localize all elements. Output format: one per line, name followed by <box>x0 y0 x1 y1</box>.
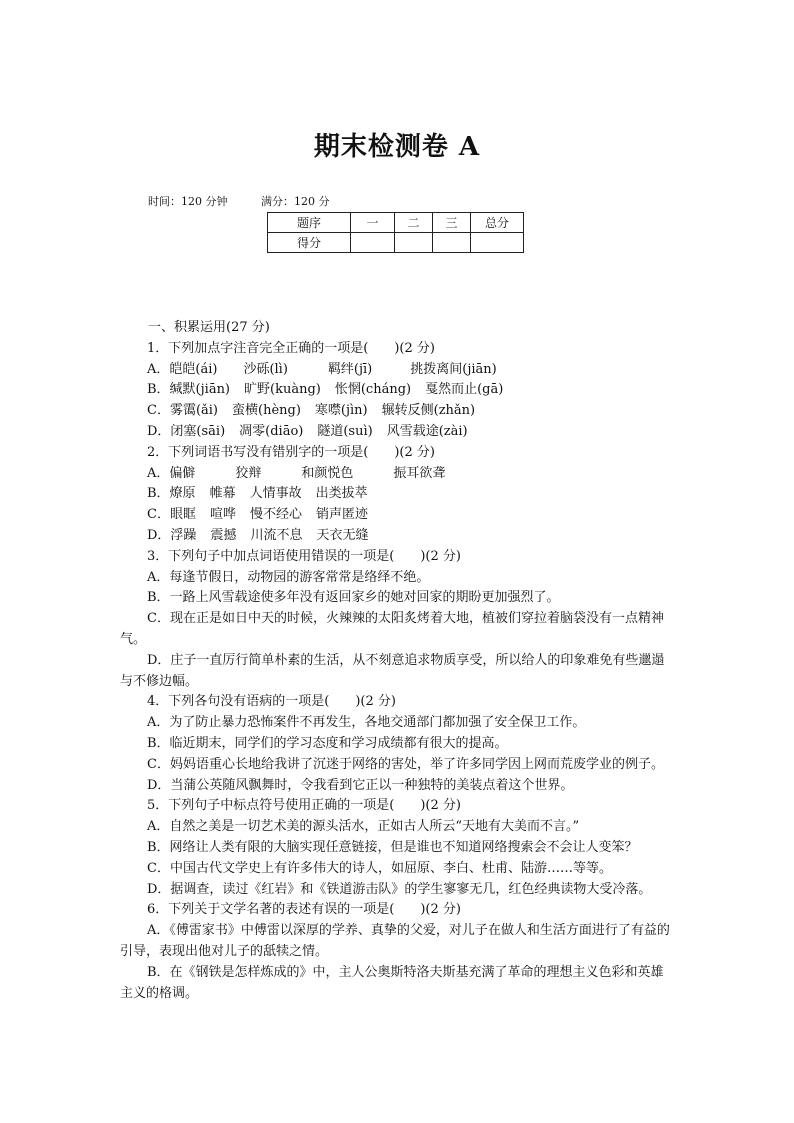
question-stem: 5．下列句子中标点符号使用正确的一项是( )(2 分) <box>147 798 461 814</box>
score-table-header <box>268 213 524 233</box>
score-input-cell[interactable] <box>395 233 433 253</box>
option-text: B．网络让人类有限的大脑实现任意链接，但是谁也不知道网络搜索会不会让人变笨？ <box>147 839 638 855</box>
option-text: 狡辩 <box>235 465 262 481</box>
option-text: 戛然而止(gā) <box>425 382 504 398</box>
option-text: 慢不经心 <box>249 507 302 523</box>
question-stem: 6．下列关于文学名著的表述有误的一项是( )(2 分) <box>147 902 461 918</box>
option-text: B．在《钢铁是怎样炼成的》中，主人公奥斯特洛夫斯基充满了革命的理想主义色彩和英雄主义的格调。 <box>120 964 664 1001</box>
option-text: 怅惘(cháng) <box>334 382 412 398</box>
option-text: C．眼眶 <box>147 507 196 523</box>
option-text: D．闭塞(sāi) <box>147 423 226 439</box>
option-text: 震撼 <box>210 527 237 543</box>
option-text: 蛮横(hèng) <box>232 403 301 419</box>
option-text: 帷幕 <box>209 486 236 502</box>
option-text: B．临近期末，同学们的学习态度和学习成绩都有很大的提高。 <box>147 735 508 751</box>
option-text: D．庄子一直厉行简单朴素的生活，从不刻意追求物质享受，所以给人的印象难免有些邋遢与不修边幅。 <box>120 652 665 689</box>
question-stem: 3．下列句子中加点词语使用错误的一项是( )(2 分) <box>147 548 461 564</box>
page-title: 期末检测卷 A <box>313 132 481 162</box>
option-text: 销声匿迹 <box>315 507 368 523</box>
score-table-cell: 二 <box>395 213 433 233</box>
option-row <box>120 484 676 505</box>
option-text: D．浮躁 <box>147 527 197 543</box>
score-table-cell: 三 <box>433 213 471 233</box>
exam-meta <box>148 193 360 209</box>
option-text: 凋零(diāo) <box>239 423 304 439</box>
option-text: D．据调查，读过《红岩》和《铁道游击队》的学生寥寥无几，红色经典读物大受冷落。 <box>147 881 652 897</box>
option-text: 风雪载途(zài) <box>386 423 468 439</box>
option-text: A．每逢节假日，动物园的游客常常是络绎不绝。 <box>147 569 430 585</box>
question-stem: 2．下列词语书写没有错别字的一项是( )(2 分) <box>147 444 435 460</box>
option-row <box>120 380 676 401</box>
score-table-cell: 一 <box>351 213 395 233</box>
option-text: 寒噤(jìn) <box>314 403 368 419</box>
option-text: C．雾霭(ǎi) <box>147 403 218 419</box>
option-row <box>120 360 676 381</box>
score-row-label: 得分 <box>268 233 351 253</box>
option-text: 喧哗 <box>209 507 236 523</box>
option-text: B．燎原 <box>147 486 196 502</box>
option-text: A．《傅雷家书》中傅雷以深厚的学养、真挚的父爱，对儿子在做人和生活方面进行了有益的引导，表现出他对儿子的舐犊之情。 <box>120 923 670 959</box>
question-stem: 4．下列各句没有语病的一项是( )(2 分) <box>147 694 396 710</box>
option-row <box>120 464 676 485</box>
option-text: 出类拔萃 <box>315 486 368 502</box>
option-text: D．当蒲公英随风飘舞时，令我看到它正以一种独特的美装点着这个世界。 <box>147 777 574 793</box>
question-stem: 1．下列加点字注音完全正确的一项是( )(2 分) <box>147 340 435 356</box>
score-input-cell[interactable] <box>351 233 395 253</box>
option-row <box>120 526 676 547</box>
option-row <box>120 505 676 526</box>
option-text: C．中国古代文学史上有许多伟大的诗人，如屈原、李白、杜甫、陆游……等等。 <box>147 860 612 876</box>
score-input-cell[interactable] <box>433 233 471 253</box>
score-input-cell[interactable] <box>471 233 524 253</box>
option-text: 挑拨离间(jiān) <box>410 361 497 377</box>
option-text: B．缄默(jiān) <box>147 382 231 398</box>
option-text: C．现在正是如日中天的时候，火辣辣的太阳炙烤着大地，植被们穿拉着脑袋没有一点精神气。 <box>120 611 664 647</box>
option-text: 振耳欲聋 <box>393 465 446 481</box>
score-table-row <box>268 233 524 253</box>
option-text: B．一路上风雪载途使多年没有返回家乡的她对回家的期盼更加强烈了。 <box>147 590 560 606</box>
time-limit: 时间：120 分钟 <box>148 195 228 208</box>
option-text: 和颜悦色 <box>301 465 354 481</box>
option-text: A．自然之美是一切艺术美的源头活水，正如古人所云“天地有大美而不言。” <box>147 819 580 835</box>
question-body <box>120 318 676 1004</box>
section-heading: 一、积累运用(27 分) <box>148 320 270 335</box>
option-text: 人情事故 <box>249 486 302 502</box>
option-text: 川流不息 <box>250 527 303 543</box>
score-table-cell: 总分 <box>471 213 524 233</box>
option-row <box>120 422 676 443</box>
option-text: 辗转反侧(zhǎn) <box>381 403 476 419</box>
option-text: A．偏僻 <box>147 465 196 481</box>
score-table <box>267 212 524 253</box>
option-text: A．皑皑(ái) <box>147 361 218 377</box>
option-text: 隧道(suì) <box>317 423 373 439</box>
option-text: 旷野(kuàng) <box>244 382 321 398</box>
option-text: 羁绊(jī) <box>327 361 373 377</box>
option-text: 沙砾(lì) <box>243 361 288 377</box>
score-table-cell: 题序 <box>268 213 351 233</box>
full-score: 满分：120 分 <box>261 195 330 208</box>
option-row <box>120 401 676 422</box>
option-text: C．妈妈语重心长地给我讲了沉迷于网络的害处，举了许多同学因上网而荒废学业的例子。 <box>147 756 664 772</box>
option-text: A．为了防止暴力恐怖案件不再发生，各地交通部门都加强了安全保卫工作。 <box>147 715 586 731</box>
option-text: 天衣无缝 <box>316 527 369 543</box>
